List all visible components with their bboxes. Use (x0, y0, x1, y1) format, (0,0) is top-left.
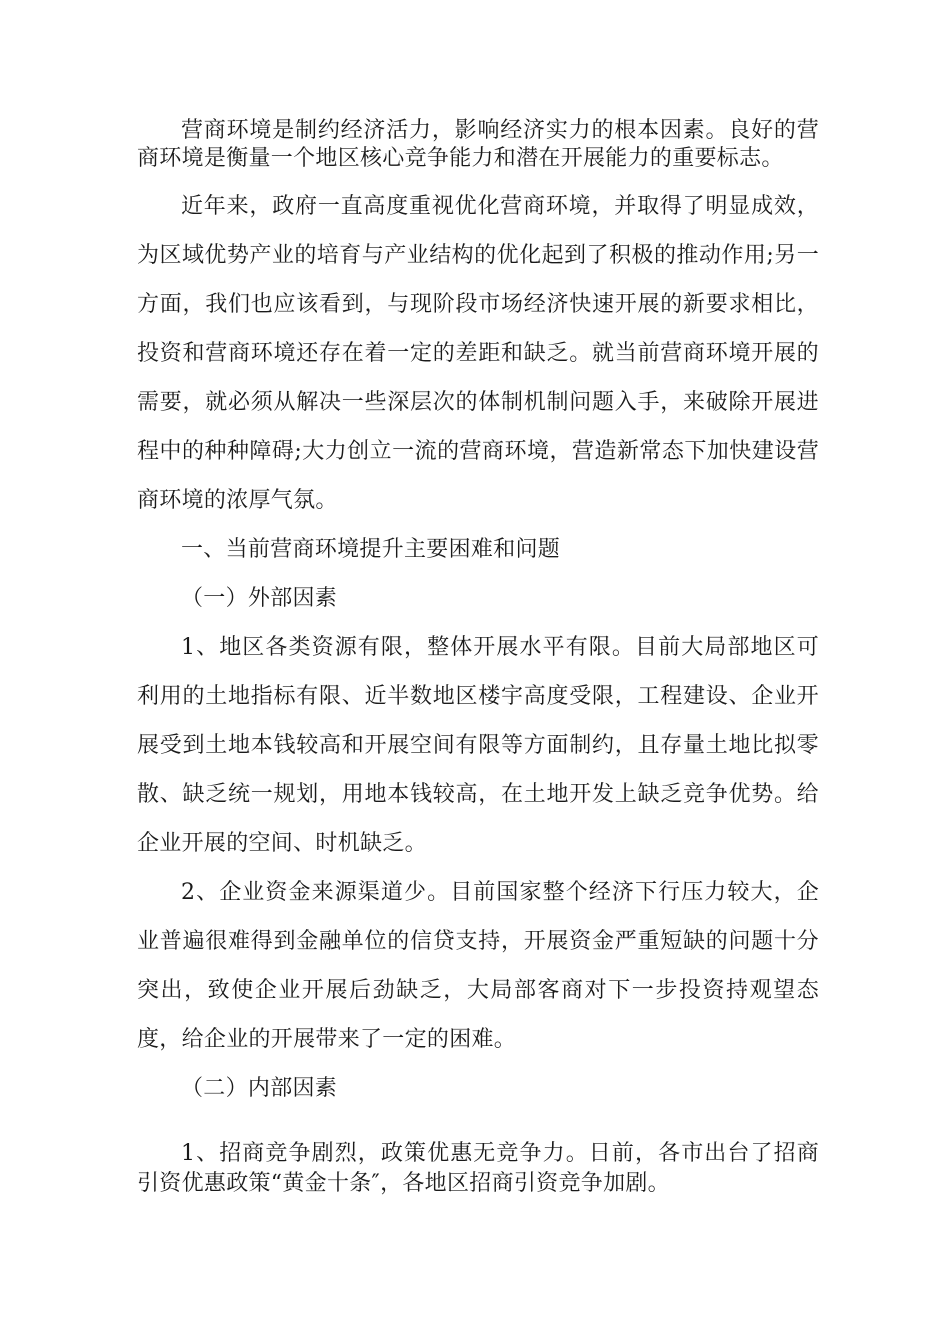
final-block (137, 1139, 819, 1199)
external-item-2: 2、企业资金来源渠道少。目前国家整个经济下行压力较大，企业普遍很难得到金融单位的信贷支持，开展资金严重短缺的问题十分突出，致使企业开展后劲缺乏，大局部客商对下一步投资持观望态度，给企业的开展带来了一定的困难。 (137, 880, 819, 1052)
internal-item-1: 1、招商竞争剧烈，政策优惠无竞争力。日前，各市出台了招商引资优惠政策“黄金十条″，各地区招商引资竞争加剧。 (137, 1141, 819, 1196)
body-block (137, 182, 819, 1113)
intro-paragraph: 营商环境是制约经济活力，影响经济实力的根本因素。良好的营商环境是衡量一个地区核心竞争能力和潜在开展能力的重要标志。 (137, 118, 819, 171)
external-item-1: 1、地区各类资源有限，整体开展水平有限。目前大局部地区可利用的土地指标有限、近半数地区楼宇高度受限，工程建设、企业开展受到土地本钱较高和开展空间有限等方面制约，且存量土地比拟零散、缺乏统一规划，用地本钱较高，在土地开发上缺乏竞争优势。给企业开展的空间、时机缺乏。 (137, 635, 819, 856)
intro-block (137, 117, 819, 173)
section-heading: 一、当前营商环境提升主要困难和问题 (181, 537, 561, 562)
recent-paragraph: 近年来，政府一直高度重视优化营商环境，并取得了明显成效，为区域优势产业的培育与产业结构的优化起到了积极的推动作用;另一方面，我们也应该看到，与现阶段市场经济快速开展的新要求相比，投资和营商环境还存在着一定的差距和缺乏。就当前营商环境开展的需要，就必须从解决一些深层次的体制机制问题入手，来破除开展进程中的种种障碍;大力创立一流的营商环境，营造新常态下加快建设营商环境的浓厚气氛。 (137, 194, 819, 513)
subsection-heading-internal: （二）内部因素 (181, 1076, 338, 1101)
subsection-heading-external: （一）外部因素 (181, 586, 338, 611)
